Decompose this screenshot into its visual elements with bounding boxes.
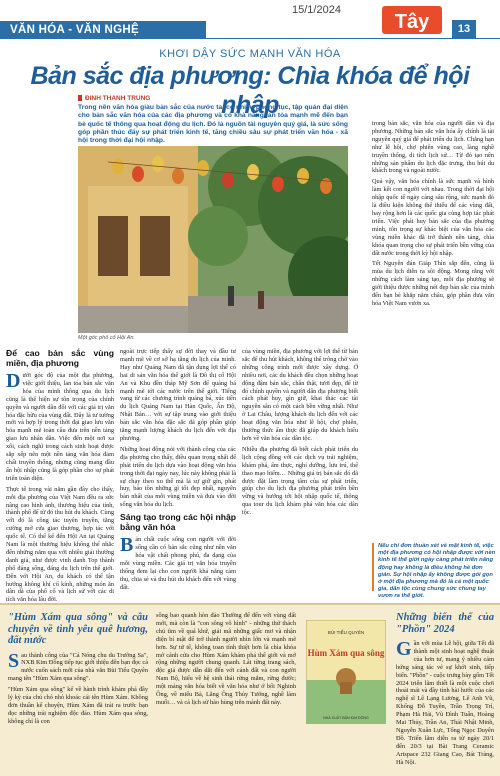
dropcap-book: S [8, 649, 20, 672]
col2-paragraph-1: ngoài trực tiếp thấy sự đời thay và đầu tư mạnh mẽ về cơ sở hạ tầng du lịch của mình. Hay như Quảng Nam đã tận dụng lợi thế có hai di sản văn hóa thế giới là Đô thị cổ Hội An và Khu đền tháp Mỹ Sơn để quảng bá mạnh mẽ tới các nước trên thế giới. Tiếng vang từ các chương trình quảng bá, xúc tiến du lịch Quảng Nam tại Hàn Quốc, Ấn Độ, Nhật Bản… với sự tập trung vào giới thiệu bản sắc văn hóa đặc sắc đã góp phần giúp tăng mạnh lượng khách du lịch đến với địa phương. [120, 348, 236, 442]
section-subhead-2: Sáng tạo trong các hội nhập bằng văn hóa [120, 512, 236, 533]
book-review-title: "Hùm Xám qua sông" và câu chuyện về tình yêu quê hương, đất nước [8, 612, 148, 646]
article-kicker: KHƠI DẬY SỨC MẠNH VĂN HÓA [159, 48, 341, 60]
book-review-paragraph-2: "Hùm Xám qua sông" kể về hành trình khám phá đầy lý kỳ của chú chó nhỏ khoác cái tên Hùm Xám. Không đơn thuần kể chuyện, Hùm Xám đã trải ra trước bạn đọc những trải nghiệm độc đáo. Hùm Xám qua sông, không chỉ là con [8, 686, 148, 725]
newspaper-logo [376, 4, 446, 36]
col4-paragraph-3: Tết Nguyên đán Giáp Thìn sắp đến, cũng là mùa du lịch diễn ra sôi động. Mong rằng với những cách làm sáng tạo, mỗi địa phương sẽ giới thiệu được những nét đẹp bản sắc của mình đến bạn bè khắp năm châu, góp phần đưa văn hóa Việt Nam vươn xa. [372, 260, 494, 307]
book-review-paragraph-1: au thành công của "Cá Nóng chu du Trường Sa", NXB Kim Đồng tiếp tục giới thiệu đến bạn đọc cả nước cuốn sách mới của nhà văn Bùi Tiểu Quyên mang tên "Hùm Xám qua sông". [8, 651, 148, 683]
exhibition-paragraph: ần với mùa Lễ hội, giữa Tết đã thành một sinh hoạt nghệ thuật của hơn tư, mang ý nhiều cảm hứng sáng tác vẻ sự khởi sinh, tiếp biến. "Phồn" - cuộc trưng bày gốm Tết 2024 triển lãm thiết là một cuộc chơi thoải mái và đầy tính hài hước của các nghệ sĩ Lê Lạng Lương, Lê Anh Vũ, Khổng Đỗ Tuyền, Trần Trọng Trí, Phạm Hà Hải, Vũ Đình Tuấn, Hoàng Mai Thủy, Trần An, Thái Nhật Minh, Nguyễn Xuân Lực, Tổng Ngọc Duyên Đồ. Triển lãm diễn ra từ ngày 20/1 đến 20/3 tại Bài Trang Ceramic Artspace 232 Giang Cao, Bát Tràng, Hà Nội. [396, 640, 494, 766]
header-rule [206, 38, 500, 39]
pull-quote: Nếu chỉ đơn thuần xét về mặt kinh tế, việc một địa phương có hội nhập được với nền kinh tế thế giới ngày càng phát triển năng động hay không là điều không hề đơn giản. Sự hội nhập ấy không được gói gọn ở một địa phương mà đó là cả một quốc gia, dân tộc cùng chung sức chung tay vươn ra thế giới. [372, 543, 496, 591]
book-review-column-2 [156, 612, 296, 772]
section-label: VĂN HÓA - VĂN NGHỆ [0, 21, 206, 39]
col4-paragraph-2: Quả vậy, văn hóa chính là sức mạnh và hình làm kết con người với nhau. Trong thời đại hội nhập quốc tế ngày càng sâu rộng, sức mạnh đó là điều kiện không thể thiếu để các vùng đất, hay rộng hơn là các quốc gia cùng hợp tác phát triển. Việc phát huy bản sắc của địa phương mình, tôn trọng sự khác biệt của văn hóa các vùng miền khác đã trở thành nền tảng, chìa khóa quan trọng cho sự phát triển bền vững của đất nước trong thời kỳ hội nhập. [372, 178, 494, 257]
book-cover-image [306, 620, 386, 724]
exhibition-title: Những biến thể của "Phồn" 2024 [396, 612, 494, 635]
article-column-2 [120, 348, 236, 600]
article-column-4 [372, 120, 494, 538]
col1-paragraph-2: Thực tế trong vài năm gần đây cho thấy, mỗi địa phương của Việt Nam đều ra sức nâng cao hình ảnh, thương hiệu của tỉnh, thành phố để từ đó thu hút du khách. Cùng với đó là công tác tuyên truyền, tăng cường mở cửa giao thương, hợp tác với quốc tế. Có thể kể đến Hội An tại Quảng Nam là một thương hiệu không thể nhắc đến những năm qua với nhiều giải thưởng danh giá, như được vinh danh Top thành phố đáng sống, đáng du lịch trên thế giới. Đến với Hội An, du khách có thể tận hưởng không khí cổ kính, những món ăn dân dã của phố cổ và lịch sử với các di tích văn hóa lâu đời. [6, 485, 114, 604]
author-byline [78, 95, 150, 102]
photo-caption: Một góc phố cổ Hội An. [78, 335, 135, 341]
exhibition-column [396, 612, 494, 772]
author-name: ĐINH THANH TRUNG [85, 95, 151, 102]
logo-text: Tây [394, 11, 430, 33]
col4-paragraph-1: trong bản sắc, văn hóa của người dân và địa phương. Những bản sắc văn hóa ấy chính là tài nguyên quý giá để phát triển du lịch. Chẳng hạn như lễ hội, chợ phiên vùng cao, làng nghề truyền thống, di tích lịch sử… Từ đó tạo nên những sản phẩm du lịch đặc trưng, thu hút du khách trong và ngoài nước. [372, 120, 494, 175]
issue-date: 15/1/2024 [292, 4, 341, 16]
byline-marker-icon [78, 95, 82, 101]
dropcap-1: D [6, 370, 21, 392]
book-cover-author: BÙI TIỂU QUYÊN [327, 630, 365, 635]
page-header [0, 0, 500, 44]
col1-paragraph-1: ưới góc độ của một địa phương, việc giới thiệu, lan tỏa bản sắc văn hóa của mình thông qua du lịch cũng là thế hiện sự tôn trọng của chính quyền và người dân đối với các giá trị văn hóa đặc hữu của vùng đất. Đây là tư tưởng mới và hợp lý trong thời đại giao lưu văn hóa mạnh mẽ toàn cầu đưa trên nền tảng giao lưu nhân dân. Việc đến một nơi xa xôi, cách nghĩ trong cách sinh hoạt được sắp xếp nên một nền tảng văn hóa đảm chất truyền thống, nhưng cũng mang đầu ấn hội nhập cũng là góp phần cho sự phát triển toàn diện. [6, 372, 114, 482]
col3-paragraph-2: Nhiều địa phương đã biết cách phát triển du lịch cộng đồng với các dịch vụ trải nghiệm, khám phá, ẩm thực, nghỉ dưỡng, lưu trú, thể thao mạo hiểm… Những giá trị bản sắc đó đã được đặt làm trọng tâm của sự phát triển, giúp cho du lịch địa phương phát triển bền vững và hướng tới hội nhập quốc tế, thông qua tour du lịch khám phá văn hóa các dân tộc. [242, 445, 358, 517]
col2-paragraph-3: ản chất cuộc sống con người với đời sống cần có bản sắc cũng như nền văn hóa vật chất phong phú, đa dạng của mỗi vùng miền. Các giá trị văn hóa truyền thống đem lại cho con người khả năng cảm thụ, chia sẻ và thu hút du khách đến với vùng đất. [120, 536, 236, 591]
article-column-3 [242, 348, 358, 600]
section-subhead-1: Để cao bản sắc vùng miền, địa phương [6, 348, 114, 368]
book-review-column-1 [8, 612, 148, 772]
col3-paragraph-1: của vùng miền, địa phương với lợi thế từ bản sắc để thu hút khách, không thể trông chờ vào những công trình mới được xây dựng. Ở nhiều nơi, các du khách đều chọn những hoạt động đậm bản sắc, chân thật, tươi đẹp, để từ đó chính quyền và người dân địa phương biết cách phát huy, gìn giữ, khai thác các tài nguyên sẵn có một cách bền vững nhất. Như ở Lai Châu, lượng khách du lịch đến với các hoạt động văn hóa như lễ hội, chợ phiên, thưởng thức ẩm thực đã giúp du khách hiểu hơn về văn hóa các dân tộc. [242, 348, 358, 442]
book-review-paragraph-3: sông bao quanh hòn đảo Thường để đến với vùng đất mới, mà còn là "con sông vô hình" - những thử thách chú tìm về quá khứ, giải mã những giấc mơ và nhận diện bí mật để trở thành người nhìn lớn và mạnh mẽ hơn. Sự tử tế, không toan tính thiệt hơn là chìa khóa mở cánh cửa cho Hùm Xám khám phá thế giới và mở rộng những người chung quanh. Lát từng trang sách, độc giả được dẫn dắt đến với cánh đất và con người Nam Bộ, hiểu về hệ sinh thái rừng mắm, rừng đước; một mảng văn hóa biết về văn hóa như ở bối Nghinh Ông, về miếu Bà, Lăng Ông Thủy Tướng, nghề làm muối… và cả lịch sử hào hùng trên mảnh đất này. [156, 612, 296, 706]
page-number: 13 [452, 20, 476, 38]
hoi-an-street-photo [78, 146, 348, 333]
dropcap-exhibition: G [396, 638, 412, 660]
col2-paragraph-2: Những hoạt động nói với thành công của các địa phương cho thấy, điều quan trọng nhất để phát triển du lịch dựa vào hoạt động văn hóa trong thời đại ngày nay, lúc này không phải là sự chạy theo xu thế mà là sự giữ gìn, phát huy, bảo tồn những gì tốt đẹp nhất, nguyên bản nhất của mỗi vùng miền và đưa vào đời sống văn hóa du lịch. [120, 445, 236, 509]
article-column-1 [6, 348, 114, 607]
book-cover-publisher: NHÀ XUẤT BẢN KIM ĐỒNG [323, 716, 369, 720]
dropcap-2: B [120, 534, 134, 557]
book-cover-title: Hùm Xám qua sông [307, 648, 385, 658]
article-headline: Bản sắc địa phương: Chìa khóa để hội nhập [30, 62, 470, 119]
article-lead: Trong nền văn hóa giàu bản sắc của nước ta, có nhiều phong tục, tập quán đại diện cho bản sắc văn hóa của các địa phương và có khả năng lan tỏa mạnh mẽ đến bạn bè quốc tế thông qua hoạt động du lịch. Đó là nguồn tài nguyên quý giá, là sức sống góp phần thúc đẩy sự phát triển kinh tế, tăng chiều sâu sự phát triển văn hóa - xã hội trong thời đại hội nhập. [78, 104, 348, 145]
